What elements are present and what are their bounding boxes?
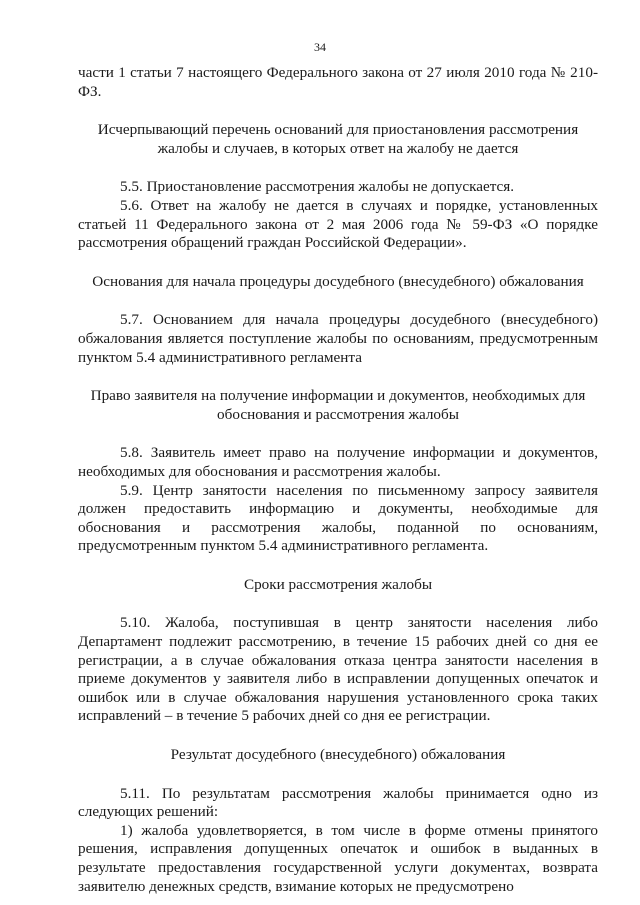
paragraph: 5.6. Ответ на жалобу не дается в случаях и порядке, установленных статьей 11 Федерального закона от 2 мая 2006 года № 59-ФЗ «О порядке рассмотрения обращений граждан Российской Федерации». xyxy=(78,196,598,252)
paragraph: 5.5. Приостановление рассмотрения жалобы не допускается. xyxy=(120,178,515,196)
paragraph: части 1 статьи 7 настоящего Федерального закона от 27 июля 2010 года № 210-ФЗ. xyxy=(78,64,598,100)
document-body xyxy=(78,64,598,896)
section-heading: Исчерпывающий перечень оснований для приостановления рассмотрения жалобы и случаев, в которых ответ на жалобу не дается xyxy=(97,121,579,157)
paragraph: 5.10. Жалоба, поступившая в центр занятости населения либо Департамент подлежит рассмотрению, в течение 15 рабочих дней со дня ее регистрации, а в случае обжалования отказа центра занятости населения в приеме документов у заявителя либо в исправлении допущенных опечаток и ошибок или в случае обжалования нарушения установленного срока таких исправлений – в течение 5 рабочих дней со дня ее регистрации. xyxy=(78,614,598,725)
page-number: 34 xyxy=(314,40,326,54)
paragraph: 5.8. Заявитель имеет право на получение информации и документов, необходимых для обоснования и рассмотрения жалобы. xyxy=(78,444,598,480)
section-heading: Право заявителя на получение информации и документов, необходимых для обоснования и рассмотрения жалобы xyxy=(90,387,586,423)
paragraph: 1) жалоба удовлетворяется, в том числе в форме отмены принятого решения, исправления допущенных опечаток и ошибок в выданных в результате предоставления государственной услуги документах, возврата заявителю денежных средств, взимание которых не предусмотрено xyxy=(78,821,598,895)
paragraph: 5.11. По результатам рассмотрения жалобы принимается одно из следующих решений: xyxy=(78,784,598,821)
section-heading: Сроки рассмотрения жалобы xyxy=(243,575,433,593)
section-heading: Результат досудебного (внесудебного) обжалования xyxy=(170,746,506,764)
section-heading: Основания для начала процедуры досудебного (внесудебного) обжалования xyxy=(92,272,584,290)
paragraph: 5.9. Центр занятости населения по письменному запросу заявителя должен предоставить информацию и документы, необходимые для обоснования и рассмотрения жалобы, поданной по основаниям, предусмотренным пунктом 5.4 административного регламента. xyxy=(78,481,598,555)
paragraph: 5.7. Основанием для начала процедуры досудебного (внесудебного) обжалования является поступление жалобы по основаниям, предусмотренным пунктом 5.4 административного регламента xyxy=(78,311,598,366)
